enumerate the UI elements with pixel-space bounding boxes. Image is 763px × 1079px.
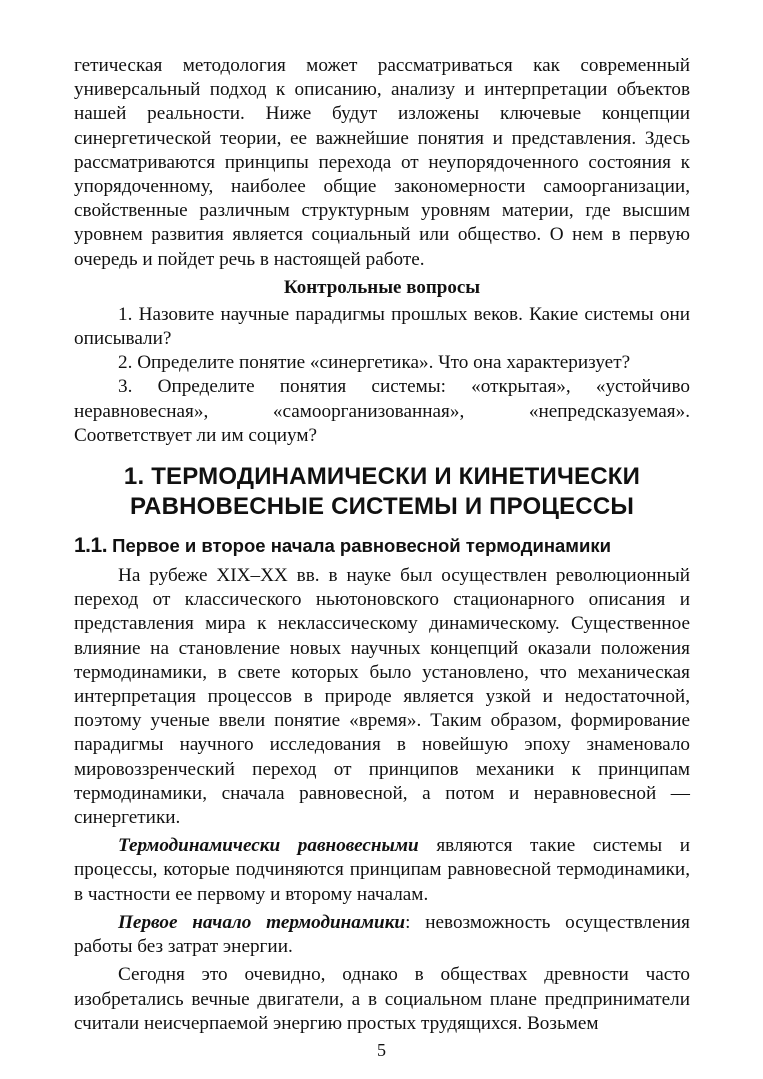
body-paragraph-3	[74, 911, 690, 959]
chapter-title-line-1: 1. ТЕРМОДИНАМИЧЕСКИ И КИНЕТИЧЕСКИ	[123, 463, 641, 491]
question-1: 1. Назовите научные парадигмы прошлых веков. Какие системы они описывали?	[74, 303, 690, 350]
intro-paragraph: гетическая методология может рассматриваться как современный универсальный подход к описанию, анализу и интерпретации объектов нашей реальности. Ниже будут изложены ключевые концепции синергетической теории, ее важнейшие понятия и представления. Здесь рассматриваются принципы перехода от неупорядоченного состояния к упорядоченному, наиболее общие закономерности самоорганизации, свойственные различным структурным уровням материи, где высшим уровнем развития является социальный или общество. О нем в первую очередь и пойдет речь в настоящей работе.	[74, 55, 690, 270]
section-title: Первое и второе начала равновесной термодинамики	[112, 535, 611, 557]
body-paragraph-2-text: являются такие системы и процессы, которые подчиняются принципам равновесной термодинамики, в частности ее первому и второму началам.	[74, 835, 691, 905]
body-paragraph-2	[74, 834, 690, 907]
question-2: 2. Определите понятие «синергетика». Что она характеризует?	[118, 352, 631, 374]
section-number: 1.1.	[74, 534, 108, 558]
question-3: 3. Определите понятия системы: «открытая», «устойчиво неравновесная», «самоорганизованная», «непредсказуемая». Соответствует ли им социум?	[74, 376, 690, 446]
term-equilibrium: Термодинамически равновесными	[118, 835, 419, 857]
chapter-title-line-2: РАВНОВЕСНЫЕ СИСТЕМЫ И ПРОЦЕССЫ	[129, 493, 635, 521]
term-first-law: Первое начало термодинамики	[118, 911, 406, 933]
body-paragraph-3-text: : невозможность осуществления работы без затрат энергии.	[74, 911, 690, 958]
chapter-title	[74, 462, 690, 522]
body-paragraph-4: Сегодня это очевидно, однако в обществах древности часто изобретались вечные двигатели, а в социальном плане предприниматели считали неисчерпаемой энергию простых трудящихся. Возьмем	[74, 964, 690, 1034]
body-paragraph-1: На рубеже XIX–XX вв. в науке был осуществлен революционный переход от классического ньютоновского стационарного описания и представления мира к неклассическому динамическому. Существенное влияние на становление новых научных концепций оказали положения термодинамики, в свете которых было установлено, что механическая интерпретация процессов в природе является узкой и недостаточной, поэтому ученые ввели понятие «время». Таким образом, формирование парадигмы научного исследования в новейшую эпоху знаменовало мировоззренческий переход от принципов механики к принципам термодинамики, сначала равновесной, а потом и неравновесной — синергетики.	[74, 565, 690, 829]
section-heading	[74, 534, 690, 558]
page-content	[74, 54, 690, 1036]
page-number: 5	[377, 1040, 386, 1060]
control-questions-heading: Контрольные вопросы	[283, 276, 481, 298]
